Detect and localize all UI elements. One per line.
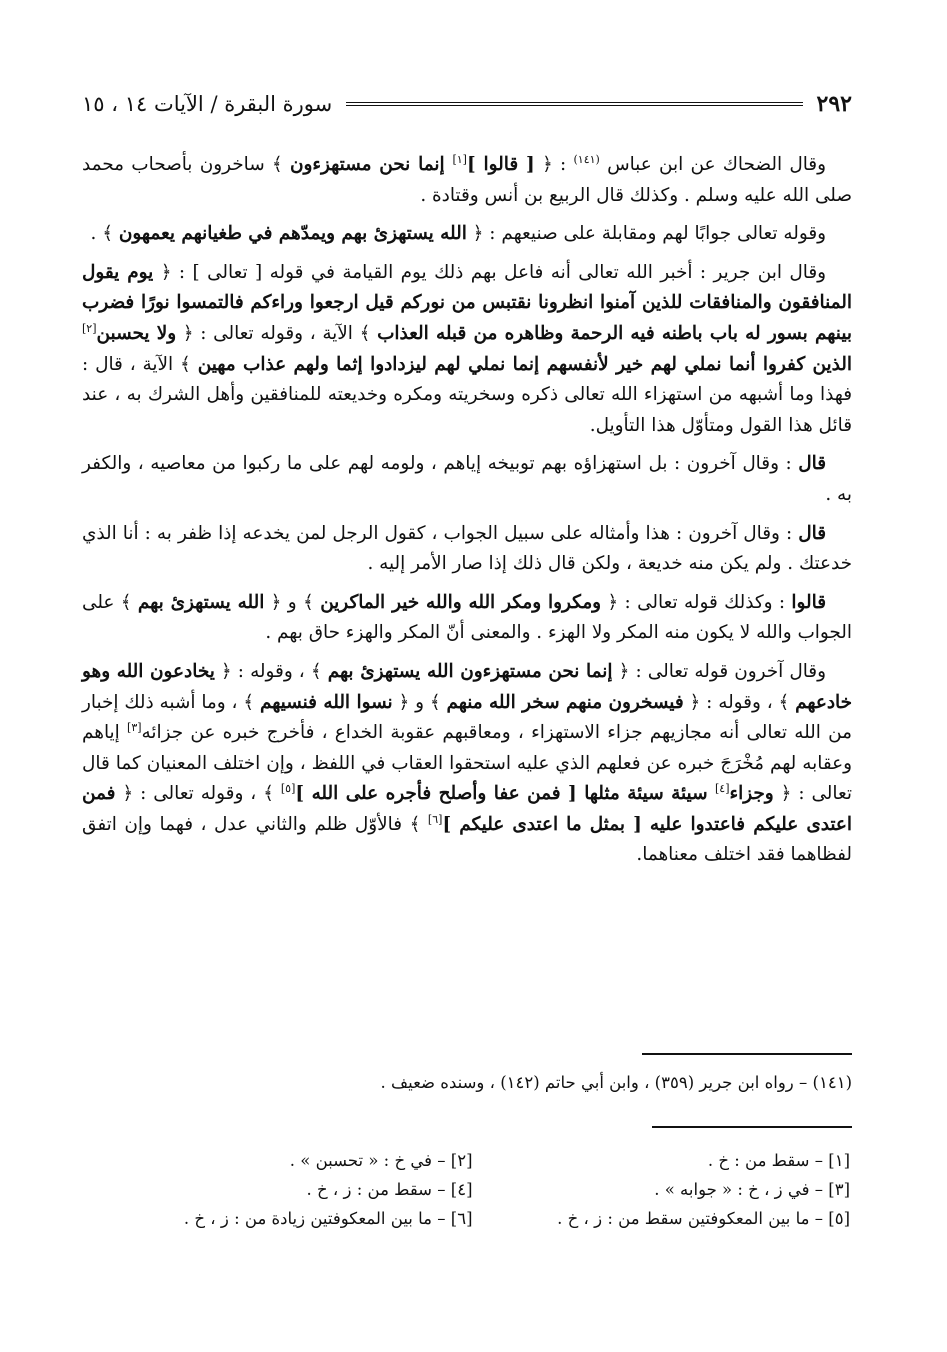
quran-quote: قال	[798, 453, 826, 475]
quran-quote: الذين كفروا أنما نملي لهم خير لأنفسهم إنما نملي لهم ليزدادوا إثما ولهم عذاب مهين	[197, 353, 852, 375]
note-3: [٣] – في ز ، خ : « جوابه » .	[654, 1180, 850, 1199]
note-2: [٢] – في خ : « تحسبن » .	[289, 1151, 473, 1170]
note-ref: (١٤١)	[573, 152, 600, 166]
quran-quote: وجزاء	[729, 783, 774, 805]
page-header	[82, 86, 852, 122]
notes-separator	[652, 1126, 852, 1128]
note-ref: [١]	[452, 152, 467, 166]
text-run: : وكذلك قوله تعالى : ﴿	[601, 591, 792, 613]
text-run: ﴾ ، وما أشبه ذلك إخبار من الله تعالى أنه مجازيهم جزاء الاستهزاء ، ومعاقبهم عقوبة الخداع ، فأخرج خبره عن جزائه	[82, 691, 852, 744]
note-6: [٦] – ما بين المعكوفتين زيادة من : ز ، خ .	[183, 1209, 473, 1228]
text-run: ﴾ ، وقوله تعالى : ﴿	[115, 783, 281, 805]
text-run: وقال آخرون قوله تعالى : ﴿	[612, 660, 826, 682]
quran-quote: إنما نحن مستهزءون	[289, 154, 453, 175]
quran-quote: ومكروا ومكر الله والله خير الماكرين	[320, 591, 602, 613]
text-run: ﴾ .	[90, 223, 119, 245]
note-ref: [٦]	[427, 812, 443, 826]
quran-quote: فيسخرون منهم سخر الله منهم	[446, 691, 684, 713]
quran-quote: قالوا	[791, 591, 827, 613]
note-ref: [٤]	[715, 782, 730, 796]
text-run: إياهم وعقابه لهم مُخْرَجَ خبره عن فعلهم الذي عليه استحقوا العقاب في اللفظ ، وإن اختلف المعنيان كما قال تعالى : ﴿	[82, 722, 852, 805]
text-run: : وقال آخرون : بل استهزاؤه بهم توبيخه إياهم ، ولومه لهم على ما ركبوا من معاصيه ، والكفر به .	[82, 453, 852, 505]
note-ref: [٣]	[127, 720, 142, 734]
note-5: [٥] – ما بين المعكوفتين سقط من : ز ، خ .	[557, 1209, 850, 1228]
text-run: وقوله تعالى جوابًا لهم ومقابلة على صنيعهم : ﴿	[466, 223, 826, 245]
quran-quote: يخادعون الله وهو خادعهم	[82, 660, 852, 713]
page-number: ٢٩٢	[816, 91, 852, 117]
text-run: : وقال آخرون : هذا وأمثاله على سبيل الجواب ، كقول الرجل لمن يخدعه إذا ظفر به : أنا الذي خدعتك . ولم يكن منه خديعة ، ولكن قال ذلك إذا صار الأمر إليه .	[82, 522, 852, 575]
footnote-separator	[642, 1053, 852, 1055]
quran-quote: ولا يحسبن	[96, 322, 177, 344]
note-ref: [٢]	[82, 321, 97, 335]
text-run: ﴾ ، وقوله : ﴿	[214, 660, 328, 682]
text-run: ﴾ الآية ، وقوله تعالى : ﴿	[176, 322, 378, 344]
text-run: ﴾ ، وقوله : ﴿	[683, 691, 796, 713]
paragraph	[82, 219, 852, 250]
text-run: ﴾ و ﴿	[392, 691, 447, 713]
text-run: : ﴿	[534, 154, 574, 175]
quran-quote: نسوا الله فنسيهم	[259, 691, 393, 713]
text-run: ﴾ الآية ، قال : فهذا وما أشبهه من استهزاء الله تعالى ذكره وسخريته ومكره وخديعته للمنافقين وأهل الشرك به ، عند قائل هذا القول ومتأوّل هذا التأويل.	[82, 353, 852, 436]
hadith-footnote: (١٤١) – رواه ابن جرير (٣٥٩) ، وابن أبي حاتم (١٤٢) ، وسنده ضعيف .	[380, 1073, 852, 1092]
text-run: ﴾ فالأوّل ظلم والثاني عدل ، فهما وإن اتفق لفظاهما فقد اختلف معناهما.	[82, 813, 852, 866]
paragraph	[82, 258, 852, 442]
quran-quote: فمن اعتدى عليكم فاعتدوا عليه [ بمثل ما اعتدى عليكم ]	[82, 783, 852, 835]
quran-quote: الله يستهزئ بهم ويمدّهم في طغيانهم يعمهون	[118, 223, 467, 245]
quran-quote: يوم يقول المنافقون والمنافقات للذين آمنوا انظرونا نقتبس من نوركم قيل ارجعوا وراءكم فالتمسوا نورًا فضرب بينهم بسور له باب باطنه فيه الرحمة وظاهره من قبله العذاب	[82, 261, 852, 344]
body-text	[82, 150, 852, 879]
text-run: وقال ابن جرير : أخبر الله تعالى أنه فاعل بهم ذلك يوم القيامة في قوله [ تعالى ] : ﴿	[153, 261, 826, 283]
quran-quote: الله يستهزئ بهم	[137, 591, 265, 613]
manuscript-notes	[95, 1146, 850, 1233]
text-run: ﴾ و ﴿	[264, 591, 321, 613]
note-ref: [٥]	[280, 782, 296, 796]
text-run: ﴾ على الجواب والله لا يكون منه المكر ولا الهزء . والمعنى أنّ المكر والهزء حاق بهم .	[82, 591, 852, 644]
header-rule	[346, 102, 802, 106]
paragraph	[82, 588, 852, 649]
text-run: وقال الضحاك عن ابن عباس	[599, 154, 826, 175]
paragraph	[82, 449, 852, 510]
note-4: [٤] – سقط من : ز ، خ .	[306, 1180, 473, 1199]
paragraph	[82, 657, 852, 871]
quran-quote: [ قالوا ]	[466, 154, 535, 175]
paragraph	[82, 519, 852, 580]
quran-quote: سيئة سيئة مثلها [ فمن عفا وأصلح فأجره على الله ]	[295, 783, 715, 805]
running-title: سورة البقرة / الآيات ١٤ ، ١٥	[82, 92, 333, 116]
quran-quote: قال	[798, 522, 826, 544]
quran-quote: إنما نحن مستهزءون الله يستهزئ بهم	[327, 660, 613, 682]
paragraph	[82, 150, 852, 211]
note-1: [١] – سقط من : خ .	[707, 1151, 850, 1170]
text-run: ﴾ ساخرون بأصحاب محمد صلى الله عليه وسلم . وكذلك قال الربيع بن أنس وقتادة .	[82, 154, 852, 206]
